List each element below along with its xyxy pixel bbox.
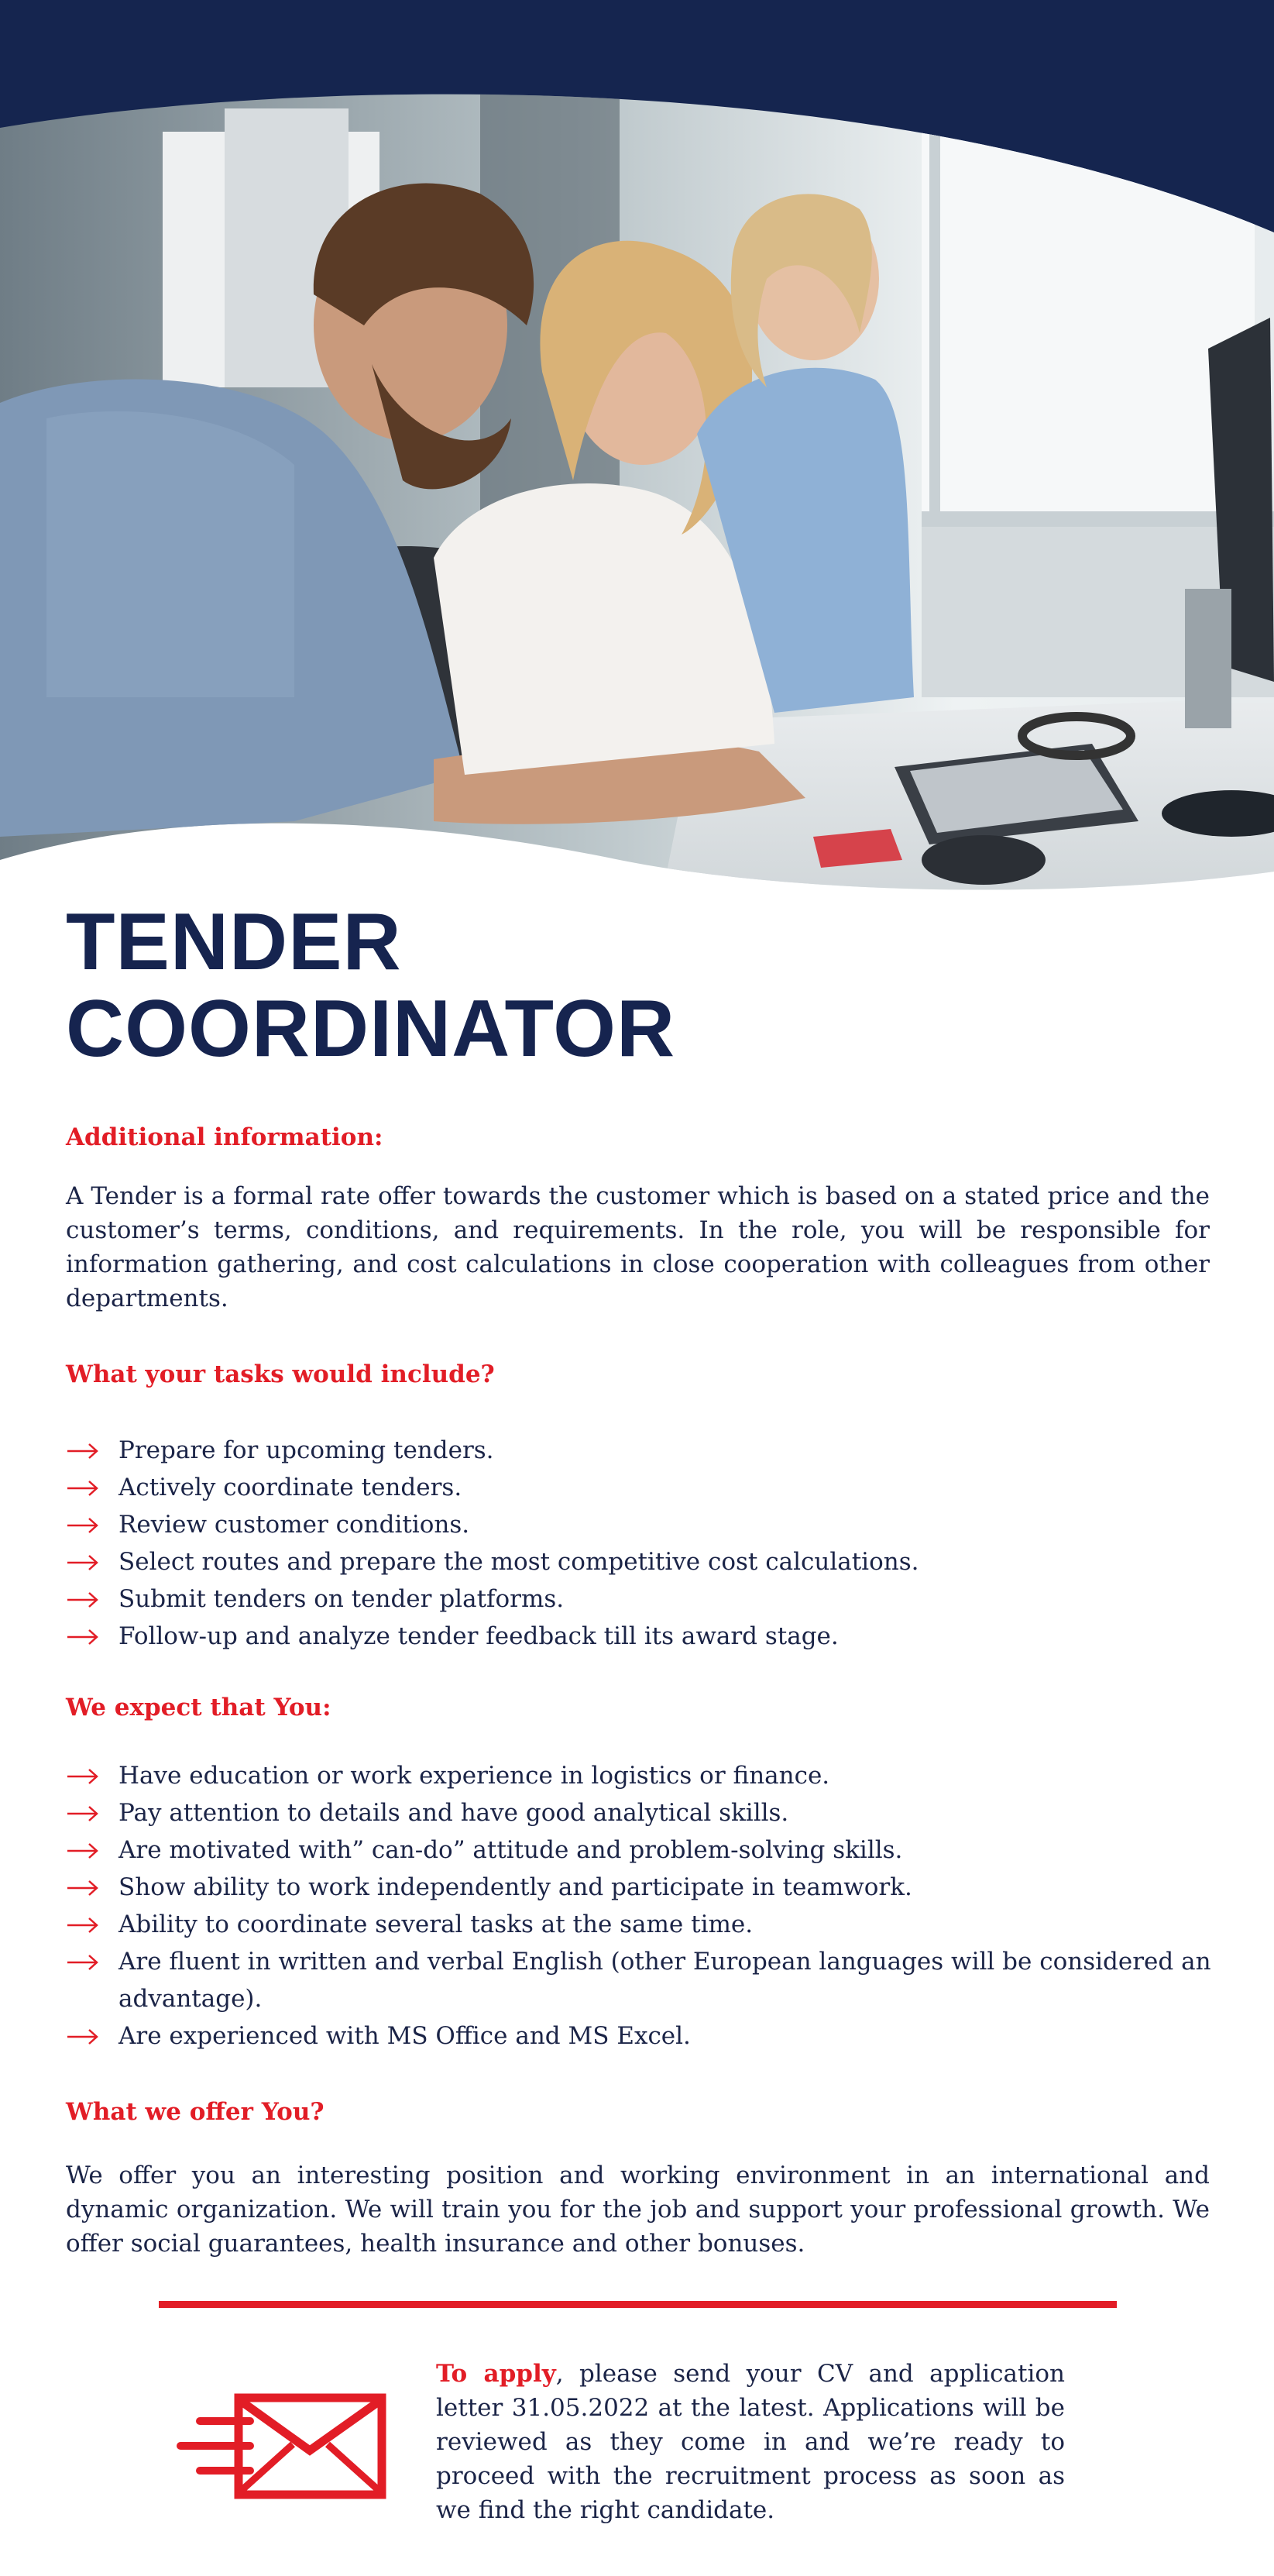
arrow-right-icon [66, 1943, 100, 1980]
office-team-photo [0, 62, 1274, 914]
list-item: Ability to coordinate several tasks at the same time. [66, 1906, 1212, 1943]
additional-info-text: A Tender is a formal rate offer towards the customer which is based on a stated price and the customer’s terms, conditions, and requirements. In the role, you will be responsible for information gathering, and cost calculations in close cooperation with colleagues from other departments. [66, 1182, 1210, 1312]
list-item: Show ability to work independently and participate in teamwork. [66, 1869, 1212, 1906]
arrow-right-icon [66, 1543, 100, 1580]
offer-text: We offer you an interesting position and working environment in an international and dynamic organization. We will train you for the job and support your professional growth. We offer social guarantees, health insurance and other bonuses. [66, 2162, 1210, 2258]
page-title [66, 899, 675, 1072]
arrow-right-icon [66, 1869, 100, 1906]
arrow-right-icon [66, 1432, 100, 1469]
arrow-right-icon [66, 2017, 100, 2055]
list-item: Submit tenders on tender platforms. [66, 1580, 1212, 1618]
additional-info-heading: Additional information: [66, 1123, 383, 1151]
title-line-1: TENDER [66, 897, 402, 987]
list-item: Follow-up and analyze tender feedback till its award stage. [66, 1618, 1212, 1655]
expect-list [66, 1757, 1212, 2055]
hero-banner [0, 0, 1274, 914]
list-item: Pay attention to details and have good analytical skills. [66, 1794, 1212, 1831]
apply-lead: To apply [436, 2360, 556, 2388]
list-item: Prepare for upcoming tenders. [66, 1432, 1212, 1469]
list-item: Select routes and prepare the most competitive cost calculations. [66, 1543, 1212, 1580]
title-line-2: COORDINATOR [66, 984, 676, 1074]
list-item: Have education or work experience in logistics or finance. [66, 1757, 1212, 1794]
divider [159, 2301, 1117, 2308]
list-item: Review customer conditions. [66, 1506, 1212, 1543]
list-item: Are experienced with MS Office and MS Excel. [66, 2017, 1212, 2055]
arrow-right-icon [66, 1618, 100, 1655]
arrow-right-icon [66, 1831, 100, 1869]
apply-body: , please send your CV and application letter 31.05.2022 at the latest. Applications will be reviewed as they come in and we’re ready to proceed with the recruitment process as soon as we find the right candidate. [436, 2360, 1065, 2524]
tasks-heading: What your tasks would include? [66, 1360, 495, 1388]
expect-heading: We expect that You: [66, 1694, 331, 1721]
offer-heading: What we offer You? [66, 2098, 325, 2126]
arrow-right-icon [66, 1469, 100, 1506]
arrow-right-icon [66, 1580, 100, 1618]
list-item: Actively coordinate tenders. [66, 1469, 1212, 1506]
arrow-right-icon [66, 1757, 100, 1794]
arrow-right-icon [66, 1906, 100, 1943]
apply-text [436, 2357, 1065, 2527]
tasks-list [66, 1432, 1212, 1655]
list-item: Are motivated with” can-do” attitude and problem-solving skills. [66, 1831, 1212, 1869]
list-item: Are fluent in written and verbal English (other European languages will be considered an advantage). [66, 1943, 1212, 2017]
arrow-right-icon [66, 1506, 100, 1543]
arrow-right-icon [66, 1794, 100, 1831]
mail-envelope-icon [177, 2390, 390, 2502]
